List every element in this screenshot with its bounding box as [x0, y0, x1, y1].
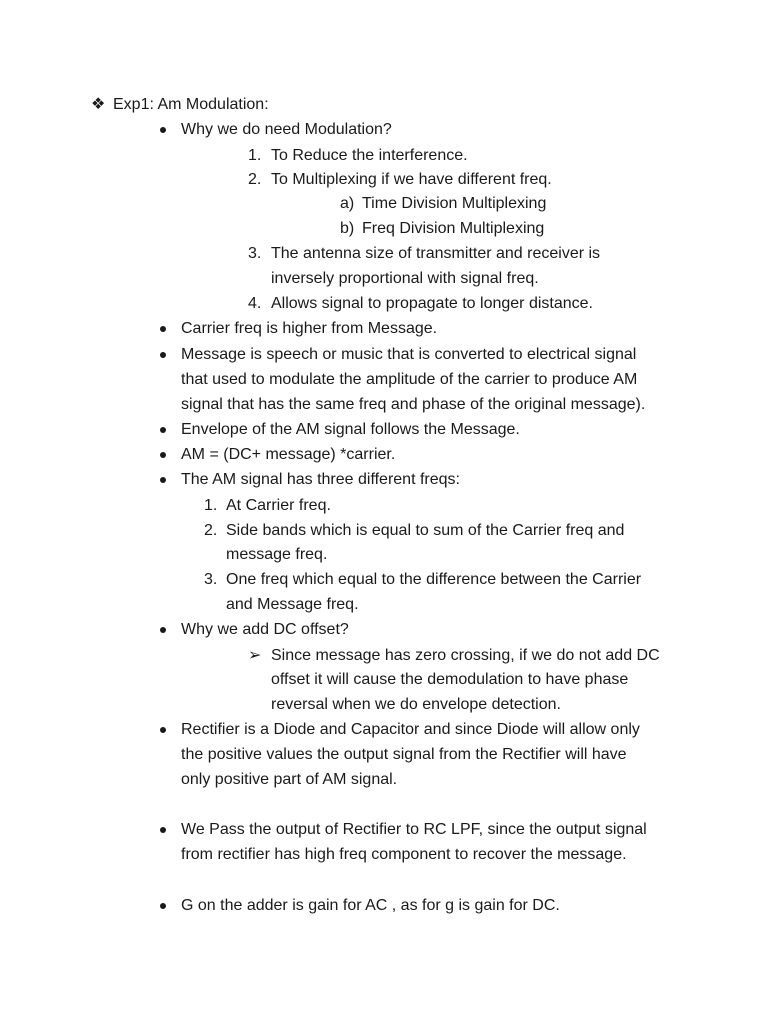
bullet-icon	[160, 427, 166, 433]
bullet-envelope: Envelope of the AM signal follows the Message.	[181, 421, 520, 438]
list-item: One freq which equal to the difference between the Carrier	[226, 571, 642, 588]
list-item: The antenna size of transmitter and receiver is	[271, 245, 601, 262]
bullet-icon	[160, 127, 166, 133]
bullet-why-modulation: Why we do need Modulation?	[181, 121, 392, 138]
bullet-icon	[160, 326, 166, 332]
bullet-icon	[160, 903, 166, 909]
list-item: Allows signal to propagate to longer distance.	[271, 295, 593, 312]
list-number: 3.	[248, 245, 262, 262]
bullet-rectifier-line3: only positive part of AM signal.	[181, 771, 398, 788]
list-number: 4.	[248, 295, 262, 312]
list-item: To Reduce the interference.	[271, 147, 468, 164]
list-item: Time Division Multiplexing	[362, 195, 547, 212]
list-item-continuation: inversely proportional with signal freq.	[271, 270, 539, 287]
bullet-rectifier: Rectifier is a Diode and Capacitor and since Diode will allow only	[181, 721, 640, 738]
section-heading: Exp1: Am Modulation:	[113, 96, 269, 113]
list-letter: a)	[340, 195, 355, 212]
list-number: 3.	[204, 571, 218, 588]
diamond-bullet-icon: ❖	[91, 96, 106, 113]
list-number: 2.	[204, 522, 218, 539]
bullet-message-line2: that used to modulate the amplitude of the carrier to produce AM	[181, 371, 638, 388]
bullet-gain: G on the adder is gain for AC , as for g is gain for DC.	[181, 897, 560, 914]
bullet-icon	[160, 452, 166, 458]
arrow-bullet-icon: ➢	[248, 647, 262, 664]
bullet-lpf-line2: from rectifier has high freq component to recover the message.	[181, 846, 627, 863]
bullet-message-line3: signal that has the same freq and phase of the original message).	[181, 396, 646, 413]
list-number: 2.	[248, 171, 262, 188]
bullet-icon	[160, 827, 166, 833]
bullet-message: Message is speech or music that is converted to electrical signal	[181, 346, 637, 363]
bullet-icon	[160, 727, 166, 733]
bullet-three-freqs: The AM signal has three different freqs:	[181, 471, 460, 488]
bullet-rectifier-line2: the positive values the output signal from the Rectifier will have	[181, 746, 627, 763]
list-item: Freq Division Multiplexing	[362, 220, 545, 237]
list-number: 1.	[204, 497, 218, 514]
dc-offset-answer-line3: reversal when we do envelope detection.	[271, 696, 561, 713]
bullet-lpf: We Pass the output of Rectifier to RC LPF, since the output signal	[181, 821, 647, 838]
dc-offset-answer-line2: offset it will cause the demodulation to have phase	[271, 671, 629, 688]
list-item-continuation: message freq.	[226, 546, 328, 563]
bullet-carrier: Carrier freq is higher from Message.	[181, 320, 438, 337]
list-letter: b)	[340, 220, 355, 237]
list-item: At Carrier freq.	[226, 497, 331, 514]
bullet-am-formula: AM = (DC+ message) *carrier.	[181, 446, 396, 463]
bullet-dc-offset: Why we add DC offset?	[181, 621, 349, 638]
list-item-continuation: and Message freq.	[226, 596, 359, 613]
bullet-icon	[160, 352, 166, 358]
list-item: Side bands which is equal to sum of the Carrier freq and	[226, 522, 625, 539]
list-item: To Multiplexing if we have different freq.	[271, 171, 552, 188]
bullet-icon	[160, 627, 166, 633]
bullet-icon	[160, 477, 166, 483]
list-number: 1.	[248, 147, 262, 164]
dc-offset-answer: Since message has zero crossing, if we do not add DC	[271, 647, 660, 664]
